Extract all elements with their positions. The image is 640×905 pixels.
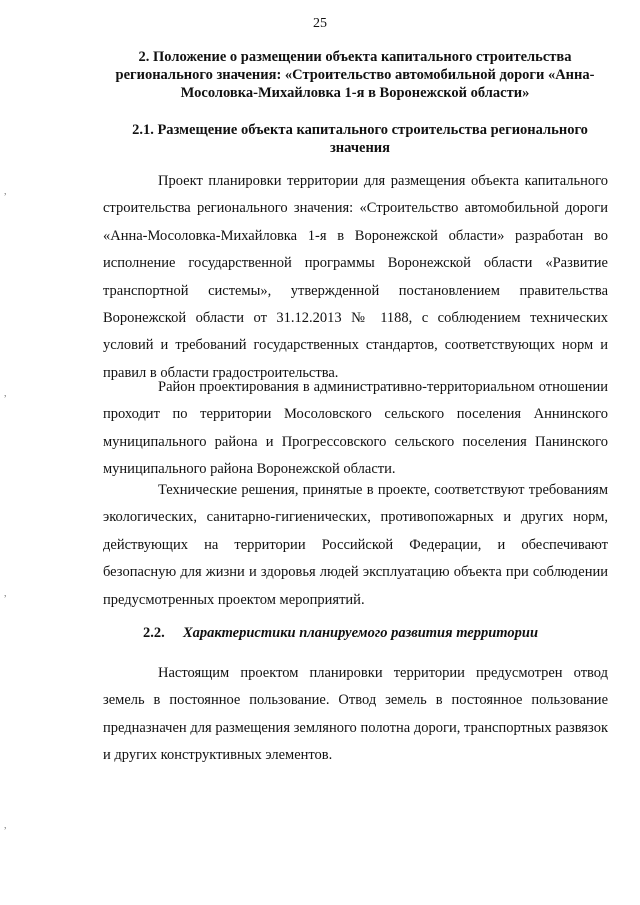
subsection-title-2-1: 2.1. Размещение объекта капитального строительства регионального значения [132, 122, 588, 156]
margin-mark: , [4, 820, 7, 831]
paragraph-technical-solutions: Технические решения, принятые в проекте, соответствуют требованиям экологических, санитарно-гигиенических, противопожарных и других норм, действующих на территории Российской Федерации, и обеспечивают безопасную для жизни и здоровья людей эксплуатацию объекта при соблюдении предусмотренных проектом мероприятий. [103, 482, 608, 608]
margin-mark: , [4, 388, 7, 399]
margin-mark: , [4, 588, 7, 599]
margin-mark: , [4, 186, 7, 197]
paragraph-design-area: Район проектирования в административно-территориальном отношении проходит по территории Мосоловского сельского поселения Аннинского муниципального района и Прогрессовского сельского поселения Панинского муниципального района Воронежской области. [103, 379, 608, 478]
subsection-title-2-2 [143, 625, 538, 642]
section-title: 2. Положение о размещении объекта капитального строительства регионального значения: «Строительство автомобильной дороги «Анна-Мосоловка-Михайловка 1-я в Воронежской области» [115, 49, 595, 101]
subsection-title-text: Характеристики планируемого развития территории [183, 625, 539, 641]
subsection-number: 2.2. [143, 625, 165, 641]
paragraph-project-description: Проект планировки территории для размещения объекта капитального строительства регионального значения: «Строительство автомобильной дороги «Анна-Мосоловка-Михайловка 1-я в Воронежской области» разработан во исполнение государственной программы Воронежской области «Развитие транспортной системы», утвержденной постановлением правительства Воронежской области от 31.12.2013 № 1188, с соблюдением технических условий и требований государственных стандартов, соответствующих норм и правил в области градостроительства. [103, 173, 608, 381]
page-number: 25 [313, 16, 327, 31]
paragraph-land-allocation: Настоящим проектом планировки территории предусмотрен отвод земель в постоянное пользование. Отвод земель в постоянное пользование предназначен для размещения земляного полотна дороги, транспортных развязок и других конструктивных элементов. [103, 665, 608, 764]
